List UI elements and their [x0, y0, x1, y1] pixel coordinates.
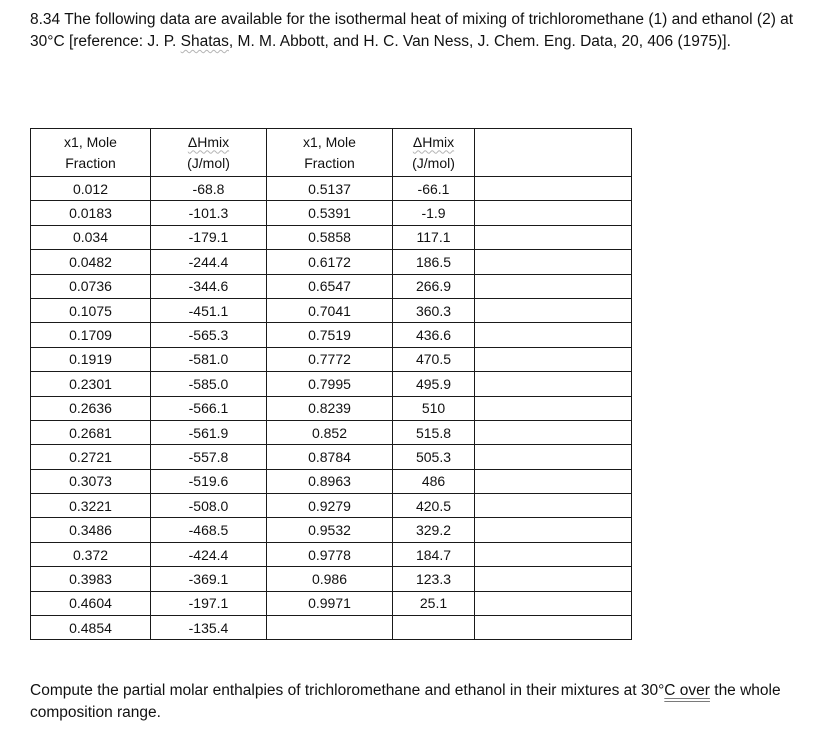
cell-x1-right: 0.7995: [267, 372, 393, 396]
cell-hmix-right: 117.1: [393, 225, 475, 249]
cell-hmix-left: -557.8: [151, 445, 267, 469]
table-row: [31, 518, 632, 542]
cell-empty: [475, 323, 632, 347]
cell-hmix-right: 360.3: [393, 298, 475, 322]
question-underlined: C over: [664, 682, 710, 699]
cell-hmix-left: -197.1: [151, 591, 267, 615]
header-hmix-left: ΔHmix (J/mol): [151, 129, 267, 177]
cell-hmix-left: -565.3: [151, 323, 267, 347]
cell-hmix-left: -561.9: [151, 420, 267, 444]
cell-hmix-right: [393, 616, 475, 640]
table-row: [31, 250, 632, 274]
cell-x1-left: 0.4854: [31, 616, 151, 640]
cell-x1-right: 0.8784: [267, 445, 393, 469]
cell-x1-left: 0.2301: [31, 372, 151, 396]
cell-x1-right: 0.9279: [267, 494, 393, 518]
cell-empty: [475, 616, 632, 640]
cell-x1-left: 0.1075: [31, 298, 151, 322]
cell-hmix-left: -468.5: [151, 518, 267, 542]
cell-x1-left: 0.3983: [31, 567, 151, 591]
cell-hmix-left: -581.0: [151, 347, 267, 371]
header-empty: [475, 129, 632, 177]
cell-x1-right: 0.9971: [267, 591, 393, 615]
problem-text-after: , M. M. Abbott, and H. C. Van Ness, J. Chem. Eng. Data, 20, 406 (1975)].: [228, 33, 731, 50]
cell-hmix-left: -179.1: [151, 225, 267, 249]
cell-hmix-right: 486: [393, 469, 475, 493]
cell-empty: [475, 494, 632, 518]
cell-empty: [475, 347, 632, 371]
table-row: [31, 567, 632, 591]
table-row: [31, 347, 632, 371]
cell-empty: [475, 567, 632, 591]
cell-hmix-left: -566.1: [151, 396, 267, 420]
cell-empty: [475, 518, 632, 542]
header-x1-left: x1, Mole Fraction: [31, 129, 151, 177]
cell-empty: [475, 372, 632, 396]
cell-empty: [475, 420, 632, 444]
cell-empty: [475, 250, 632, 274]
cell-x1-right: 0.8239: [267, 396, 393, 420]
cell-hmix-left: -344.6: [151, 274, 267, 298]
table-row: [31, 298, 632, 322]
cell-x1-right: [267, 616, 393, 640]
cell-hmix-left: -585.0: [151, 372, 267, 396]
cell-empty: [475, 201, 632, 225]
cell-empty: [475, 177, 632, 201]
table-row: [31, 616, 632, 640]
cell-hmix-left: -244.4: [151, 250, 267, 274]
cell-hmix-left: -135.4: [151, 616, 267, 640]
cell-x1-right: 0.6172: [267, 250, 393, 274]
cell-empty: [475, 469, 632, 493]
cell-x1-left: 0.2636: [31, 396, 151, 420]
cell-x1-right: 0.986: [267, 567, 393, 591]
cell-hmix-left: -101.3: [151, 201, 267, 225]
problem-text-before: The following data are available for the isothermal heat of mixing of trichloromethane (1) and ethanol (2) at 30°C [reference: J. P.: [30, 11, 794, 50]
cell-empty: [475, 274, 632, 298]
table-row: [31, 445, 632, 469]
cell-x1-left: 0.372: [31, 542, 151, 566]
cell-x1-left: 0.1709: [31, 323, 151, 347]
table-row: [31, 494, 632, 518]
cell-x1-right: 0.9532: [267, 518, 393, 542]
table-row: [31, 372, 632, 396]
table-row: [31, 201, 632, 225]
cell-x1-left: 0.2681: [31, 420, 151, 444]
cell-x1-right: 0.5391: [267, 201, 393, 225]
cell-empty: [475, 298, 632, 322]
cell-hmix-right: 329.2: [393, 518, 475, 542]
cell-x1-left: 0.1919: [31, 347, 151, 371]
cell-x1-right: 0.8963: [267, 469, 393, 493]
cell-x1-right: 0.9778: [267, 542, 393, 566]
cell-x1-left: 0.3221: [31, 494, 151, 518]
table-row: [31, 323, 632, 347]
question-text-after: the whole composition range.: [30, 682, 781, 721]
table-row: [31, 274, 632, 298]
header-x1-right: x1, Mole Fraction: [267, 129, 393, 177]
cell-x1-right: 0.5858: [267, 225, 393, 249]
cell-x1-right: 0.6547: [267, 274, 393, 298]
cell-x1-left: 0.034: [31, 225, 151, 249]
cell-x1-right: 0.852: [267, 420, 393, 444]
cell-x1-right: 0.7041: [267, 298, 393, 322]
table-row: [31, 177, 632, 201]
cell-x1-left: 0.3486: [31, 518, 151, 542]
cell-x1-left: 0.0482: [31, 250, 151, 274]
table-row: [31, 542, 632, 566]
cell-empty: [475, 445, 632, 469]
table-body: [31, 177, 632, 640]
cell-hmix-left: -519.6: [151, 469, 267, 493]
cell-hmix-right: 123.3: [393, 567, 475, 591]
cell-hmix-right: 515.8: [393, 420, 475, 444]
author-shatas: Shatas: [180, 33, 229, 50]
table-row: [31, 396, 632, 420]
cell-x1-left: 0.0736: [31, 274, 151, 298]
table-row: [31, 469, 632, 493]
cell-hmix-right: 266.9: [393, 274, 475, 298]
cell-hmix-right: 470.5: [393, 347, 475, 371]
table-header-row: [31, 129, 632, 177]
cell-empty: [475, 542, 632, 566]
problem-statement: [30, 9, 805, 53]
header-hmix-right: ΔHmix (J/mol): [393, 129, 475, 177]
cell-hmix-right: -1.9: [393, 201, 475, 225]
cell-hmix-left: -68.8: [151, 177, 267, 201]
table-row: [31, 225, 632, 249]
table-row: [31, 420, 632, 444]
cell-hmix-right: -66.1: [393, 177, 475, 201]
cell-hmix-left: -508.0: [151, 494, 267, 518]
cell-x1-left: 0.2721: [31, 445, 151, 469]
cell-hmix-right: 184.7: [393, 542, 475, 566]
cell-x1-left: 0.012: [31, 177, 151, 201]
cell-x1-left: 0.3073: [31, 469, 151, 493]
cell-x1-right: 0.7519: [267, 323, 393, 347]
cell-hmix-right: 186.5: [393, 250, 475, 274]
heat-of-mixing-table: [30, 128, 632, 640]
cell-hmix-right: 495.9: [393, 372, 475, 396]
cell-hmix-left: -424.4: [151, 542, 267, 566]
cell-hmix-left: -451.1: [151, 298, 267, 322]
cell-hmix-right: 510: [393, 396, 475, 420]
problem-number: 8.34: [30, 11, 61, 28]
table-row: [31, 591, 632, 615]
cell-x1-left: 0.0183: [31, 201, 151, 225]
cell-empty: [475, 396, 632, 420]
cell-hmix-right: 420.5: [393, 494, 475, 518]
cell-x1-right: 0.5137: [267, 177, 393, 201]
cell-hmix-right: 25.1: [393, 591, 475, 615]
question-text-before: Compute the partial molar enthalpies of trichloromethane and ethanol in their mixtures at 30°: [30, 682, 665, 699]
cell-hmix-right: 505.3: [393, 445, 475, 469]
cell-empty: [475, 225, 632, 249]
question-statement: [30, 680, 810, 724]
cell-hmix-left: -369.1: [151, 567, 267, 591]
cell-x1-right: 0.7772: [267, 347, 393, 371]
cell-hmix-right: 436.6: [393, 323, 475, 347]
cell-empty: [475, 591, 632, 615]
cell-x1-left: 0.4604: [31, 591, 151, 615]
